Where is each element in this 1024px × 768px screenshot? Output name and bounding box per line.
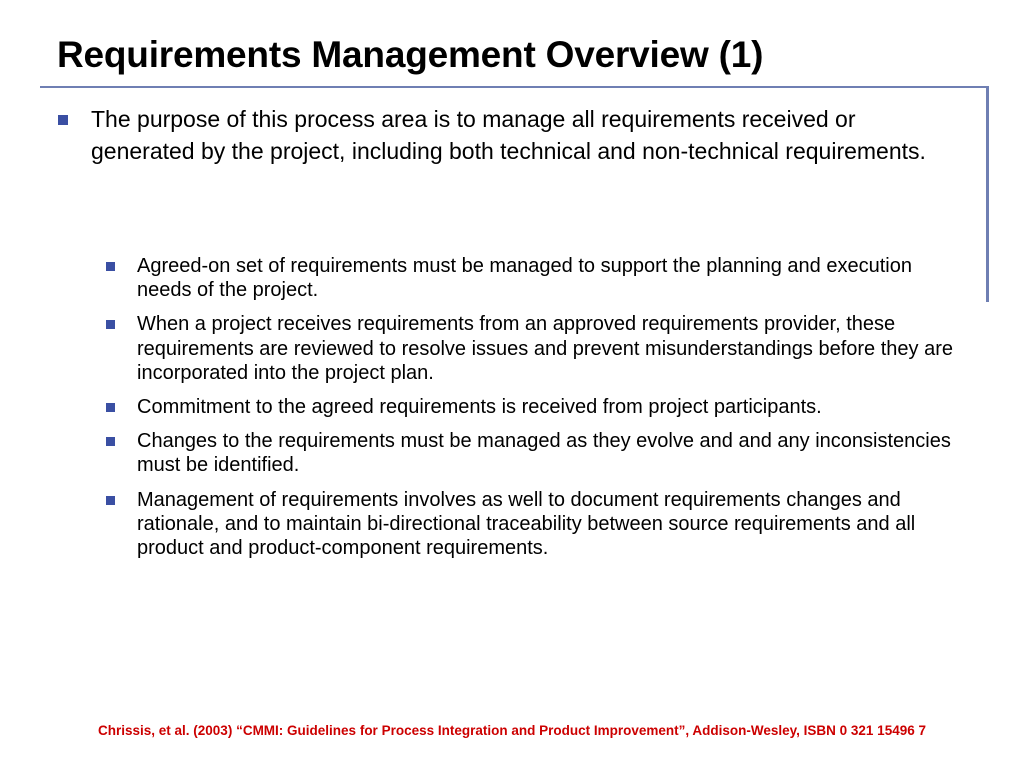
sub-bullet-list (137, 254, 957, 570)
sub-bullet-item (137, 429, 957, 477)
square-bullet-icon (106, 496, 115, 505)
square-bullet-icon (106, 320, 115, 329)
square-bullet-icon (106, 262, 115, 271)
square-bullet-icon (106, 437, 115, 446)
sub-bullet-text: When a project receives requirements from an approved requirements provider, these requirements are reviewed to resolve issues and prevent misunderstandings before they are incorporated into the project plan. (137, 313, 953, 384)
citation-footer: Chrissis, et al. (2003) “CMMI: Guidelines for Process Integration and Product Improvement”, Addison-Wesley, ISBN 0 321 15496 7 (98, 723, 926, 738)
sub-bullet-text: Changes to the requirements must be managed as they evolve and and any inconsistencies must be identified. (137, 430, 951, 477)
square-bullet-icon (106, 403, 115, 412)
sub-bullet-item (137, 312, 957, 385)
sub-bullet-item (137, 395, 957, 419)
sub-bullet-item (137, 488, 957, 561)
main-bullet (91, 104, 941, 167)
sub-bullet-text: Commitment to the agreed requirements is received from project participants. (137, 396, 822, 419)
sub-bullet-text: Agreed-on set of requirements must be managed to support the planning and execution needs of the project. (137, 255, 912, 302)
frame-top-line (40, 86, 989, 88)
sub-bullet-item (137, 254, 957, 302)
square-bullet-icon (58, 115, 68, 125)
slide-title: Requirements Management Overview (1) (57, 34, 764, 75)
main-bullet-text: The purpose of this process area is to manage all requirements received or generated by the project, including both technical and non-technical requirements. (91, 106, 926, 164)
sub-bullet-text: Management of requirements involves as well to document requirements changes and rationale, and to maintain bi-directional traceability between source requirements and all product and product-component requirements. (137, 488, 916, 560)
frame-right-line (986, 86, 989, 302)
